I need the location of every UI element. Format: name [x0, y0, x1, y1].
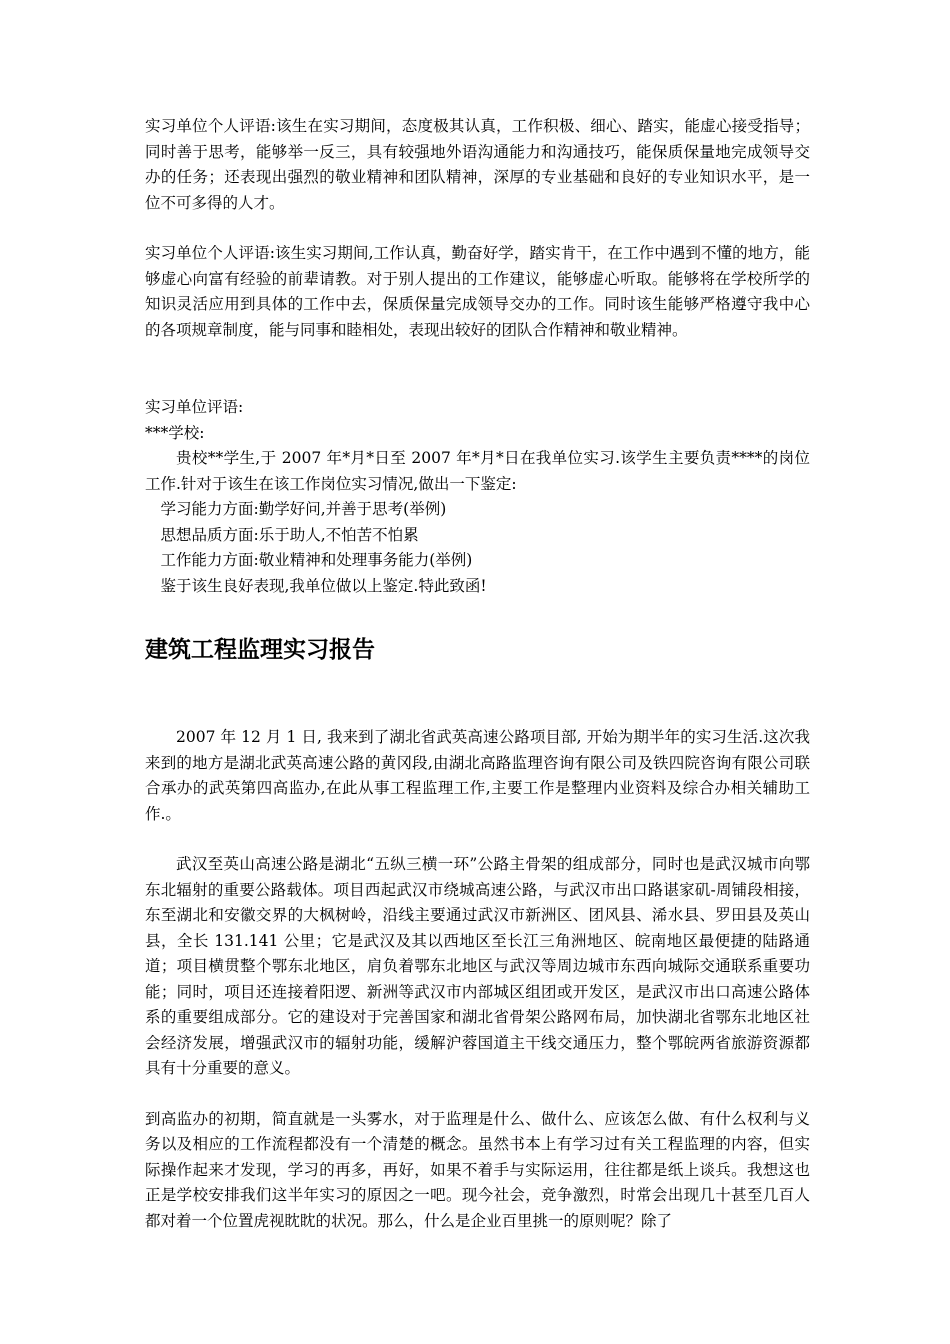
- letter-body: 贵校**学生,于 2007 年*月*日至 2007 年*月*日在我单位实习.该学生主要负责****的岗位工作.针对于该生在该工作岗位实习情况,做出一下鉴定:: [145, 449, 810, 493]
- report-paragraph-2: 武汉至英山高速公路是湖北“五纵三横一环”公路主骨架的组成部分，同时也是武汉城市向鄂东北辐射的重要公路载体。项目西起武汉市绕城高速公路，与武汉市出口路谌家矶-周铺段相接，东至湖北和安徽交界的大枫树岭，沿线主要通过武汉市新洲区、团风县、浠水县、罗田县及英山县，全长 131.141 公里；它是武汉及其以西地区至长江三角洲地区、皖南地区最便捷的陆路通道；项目横贯整个鄂东北地区，肩负着鄂东北地区与武汉等周边城市东西向城际交通联系重要功能；同时，项目还连接着阳逻、新洲等武汉市内部城区组团或开发区，是武汉市出口高速公路体系的重要组成部分。它的建设对于完善国家和湖北省骨架公路网布局，加快湖北省鄂东北地区社会经济发展，增强武汉市的辐射功能，缓解沪蓉国道主干线交通压力，整个鄂皖两省旅游资源都具有十分重要的意义。: [145, 855, 810, 1077]
- evaluation-paragraph-1: 实习单位个人评语:该生在实习期间，态度极其认真，工作积极、细心、踏实，能虚心接受指导；同时善于思考，能够举一反三，具有较强地外语沟通能力和沟通技巧，能保质保量地完成领导交办的任务；还表现出强烈的敬业精神和团队精神，深厚的专业基础和良好的专业知识水平，是一位不可多得的人才。: [145, 117, 810, 212]
- report-paragraph-3: 到高监办的初期，简直就是一头雾水，对于监理是什么、做什么、应该怎么做、有什么权利与义务以及相应的工作流程都没有一个清楚的概念。虽然书本上有学习过有关工程监理的内容，但实际操作起来才发现，学习的再多，再好，如果不着手与实际运用，往往都是纸上谈兵。我想这也正是学校安排我们这半年实习的原因之一吧。现今社会，竞争激烈，时常会出现几十甚至几百人都对着一个位置虎视眈眈的状况。那么，什么是企业百里挑一的原则呢？除了: [145, 1109, 810, 1230]
- report-paragraph-1: 2007 年 12 月 1 日, 我来到了湖北省武英高速公路项目部, 开始为期半年的实习生活.这次我来到的地方是湖北武英高速公路的黄冈段,由湖北高路监理咨询有限公司及铁四院咨询有限公司联合承办的武英第四高监办,在此从事工程监理工作,主要工作是整理内业资料及综合办相关辅助工作.。: [145, 728, 810, 823]
- letter-item-2: 思想品质方面:乐于助人,不怕苦不怕累: [160, 525, 419, 544]
- evaluation-paragraph-2: 实习单位个人评语:该生实习期间,工作认真，勤奋好学，踏实肯干，在工作中遇到不懂的地方，能够虚心向富有经验的前辈请教。对于别人提出的工作建议，能够虚心听取。能够将在学校所学的知识灵活应用到具体的工作中去，保质保量完成领导交办的工作。同时该生能够严格遵守我中心的各项规章制度，能与同事和睦相处，表现出较好的团队合作精神和敬业精神。: [145, 244, 810, 339]
- letter-closing: 鉴于该生良好表现,我单位做以上鉴定.特此致函!: [160, 576, 487, 595]
- letter-item-1: 学习能力方面:勤学好问,并善于思考(举例): [160, 500, 447, 518]
- letter-heading: 实习单位评语:: [145, 398, 244, 416]
- document-page: [145, 114, 810, 1234]
- letter-item-3: 工作能力方面:敬业精神和处理事务能力(举例): [160, 551, 473, 569]
- letter-addressee: ***学校:: [145, 423, 205, 442]
- report-title: 建筑工程监理实习报告: [145, 637, 375, 663]
